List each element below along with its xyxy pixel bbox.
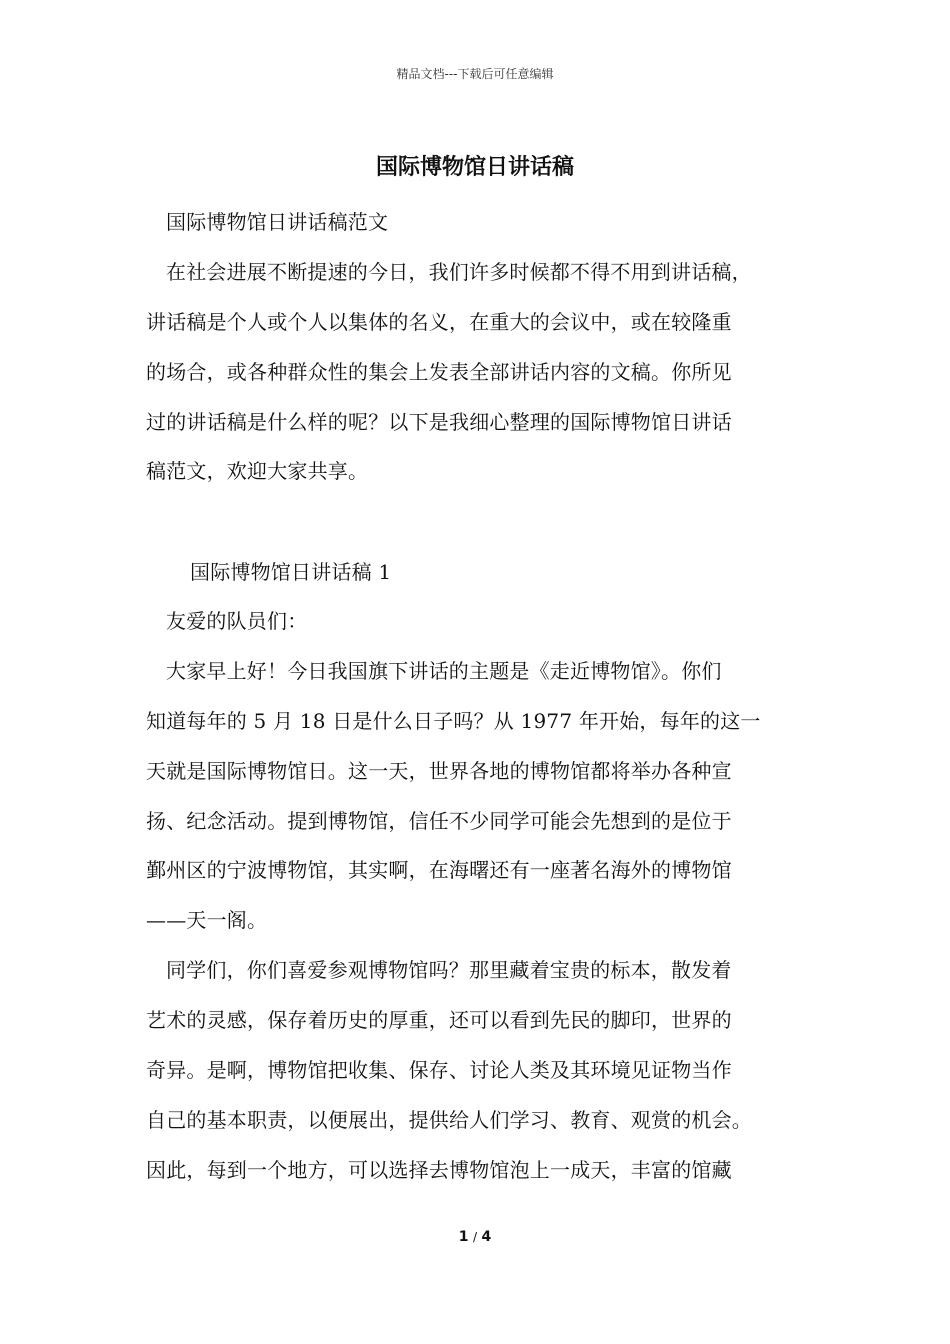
paragraph-line: 在社会进展不断提速的今日，我们许多时候都不得不用到讲话稿，	[166, 260, 752, 284]
current-page-number: 1	[458, 1229, 469, 1245]
paragraph-line: 稿范文，欢迎大家共享。	[146, 459, 369, 483]
paragraph-line: 鄞州区的宁波博物馆，其实啊，在海曙还有一座著名海外的博物馆	[146, 858, 732, 882]
total-pages-number: 4	[481, 1229, 492, 1245]
salutation-line: 友爱的队员们：	[166, 609, 308, 633]
section-heading: 国际博物馆日讲话稿 1	[190, 560, 392, 584]
page-separator: /	[472, 1230, 478, 1244]
paragraph-line: 知道每年的 5 月 18 日是什么日子吗？从 1977 年开始，每年的这一	[146, 709, 761, 733]
page-header: 精品文档---下载后可任意编辑	[396, 67, 554, 81]
paragraph-line: 天就是国际博物馆日。这一天，世界各地的博物馆都将举办各种宣	[146, 759, 732, 783]
paragraph-line: 艺术的灵感，保存着历史的厚重，还可以看到先民的脚印，世界的	[146, 1008, 732, 1032]
paragraph-line: ——天一阁。	[146, 908, 268, 932]
paragraph-line: 因此，每到一个地方，可以选择去博物馆泡上一成天，丰富的馆藏	[146, 1158, 732, 1182]
paragraph-line: 扬、纪念活动。提到博物馆，信任不少同学可能会先想到的是位于	[146, 809, 732, 833]
paragraph-line: 奇异。是啊，博物馆把收集、保存、讨论人类及其环境见证物当作	[146, 1058, 732, 1082]
paragraph-line: 过的讲话稿是什么样的呢？以下是我细心整理的国际博物馆日讲话	[146, 410, 732, 434]
page-number	[0, 1228, 950, 1246]
paragraph-line: 同学们，你们喜爱参观博物馆吗？那里藏着宝贵的标本，散发着	[166, 958, 732, 982]
paragraph-line: 大家早上好！今日我国旗下讲话的主题是《走近博物馆》。你们	[166, 659, 722, 683]
paragraph-line: 讲话稿是个人或个人以集体的名义，在重大的会议中，或在较隆重	[146, 310, 732, 334]
document-title: 国际博物馆日讲话稿	[375, 154, 574, 180]
paragraph-line: 自己的基本职责，以便展出，提供给人们学习、教育、观赏的机会。	[146, 1108, 752, 1132]
paragraph-line: 的场合，或各种群众性的集会上发表全部讲话内容的文稿。你所见	[146, 360, 732, 384]
subtitle-line: 国际博物馆日讲话稿范文	[166, 210, 389, 234]
